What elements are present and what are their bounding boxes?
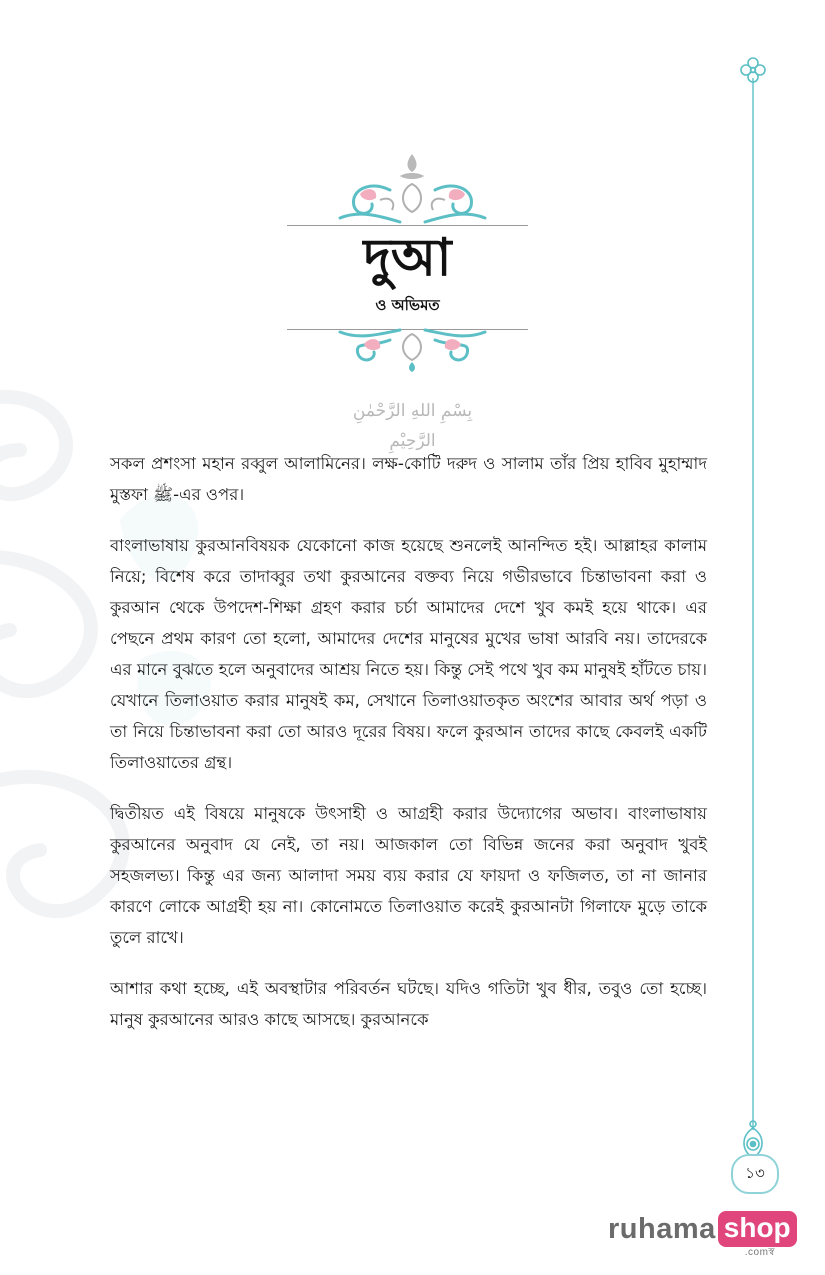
floral-ornament-icon: [330, 326, 495, 372]
margin-rule: [752, 78, 754, 1130]
floral-ornament-icon: [330, 150, 495, 226]
paragraph: সকল প্রশংসা মহান রব্বুল আলামিনের। লক্ষ-কোটি দরুদ ও সালাম তাঁর প্রিয় হাবিব মুহাম্মাদ মুস্তফা ﷺ-এর ওপর।: [110, 454, 707, 504]
paragraph: দ্বিতীয়ত এই বিষয়ে মানুষকে উৎসাহী ও আগ্রহী করার উদ্যোগের অভাব। বাংলাভাষায় কুরআনের অনুবাদ যে নেই, তা নয়। আজকাল তো বিভিন্ন জনের করা অনুবাদ খুবই সহজলভ্য। কিন্তু এর জন্য আলাদা সময় ব্যয় করার যে ফায়দা ও ফজিলত, তা না জানার কারণে লোকে আগ্রহী হয় না। কোনোমতে তিলাওয়াত করেই কুরআনটা গিলাফে মুড়ে তাকে তুলে রাখে।: [110, 804, 707, 947]
chapter-subtitle: ও অভিমত: [375, 296, 440, 314]
body-text: [110, 448, 707, 1055]
logo-text: ruhama: [608, 1213, 716, 1245]
logo-domain: .comস্ব: [744, 1247, 775, 1258]
bismillah-calligraphy: بِسْمِ اللهِ الرَّحْمٰنِ الرَّحِيْمِ: [352, 401, 473, 451]
chapter-title: দুআ: [363, 228, 452, 288]
logo-badge: shop: [718, 1211, 797, 1247]
paragraph: বাংলাভাষায় কুরআনবিষয়ক যেকোনো কাজ হয়েছে শুনলেই আনন্দিত হই। আল্লাহর কালাম নিয়ে; বিশেষ করে তাদাব্বুর তথা কুরআনের বক্তব্য নিয়ে গভীরভাবে চিন্তাভাবনা করা ও কুরআন থেকে উপদেশ-শিক্ষা গ্রহণ করার চর্চা আমাদের দেশে খুব কমই হয়ে থাকে। এর পেছনে প্রথম কারণ তো হলো, আমাদের দেশের মানুষের মুখের ভাষা আরবি নয়। তাদেরকে এর মানে বুঝতে হলে অনুবাদের আশ্রয় নিতে হয়। কিন্তু সেই পথে খুব কম মানুষই হাঁটতে চায়। যেখানে তিলাওয়াত করার মানুষই কম, সেখানে তিলাওয়াতকৃত অংশের আবার অর্থ পড়া ও তা নিয়ে চিন্তাভাবনা করা তো আরও দূরের বিষয়। ফলে কুরআন তাদের কাছে কেবলই একটি তিলাওয়াতের গ্রন্থ।: [110, 536, 707, 772]
paragraph: আশার কথা হচ্ছে, এই অবস্থাটার পরিবর্তন ঘটছে। যদিও গতিটা খুব ধীর, তবুও তো হচ্ছে। মানুষ কুরআনের আরও কাছে আসছে। কুরআনকে: [110, 979, 707, 1029]
floral-knot-icon: [737, 54, 769, 86]
page-number: ১৩: [731, 1154, 779, 1194]
